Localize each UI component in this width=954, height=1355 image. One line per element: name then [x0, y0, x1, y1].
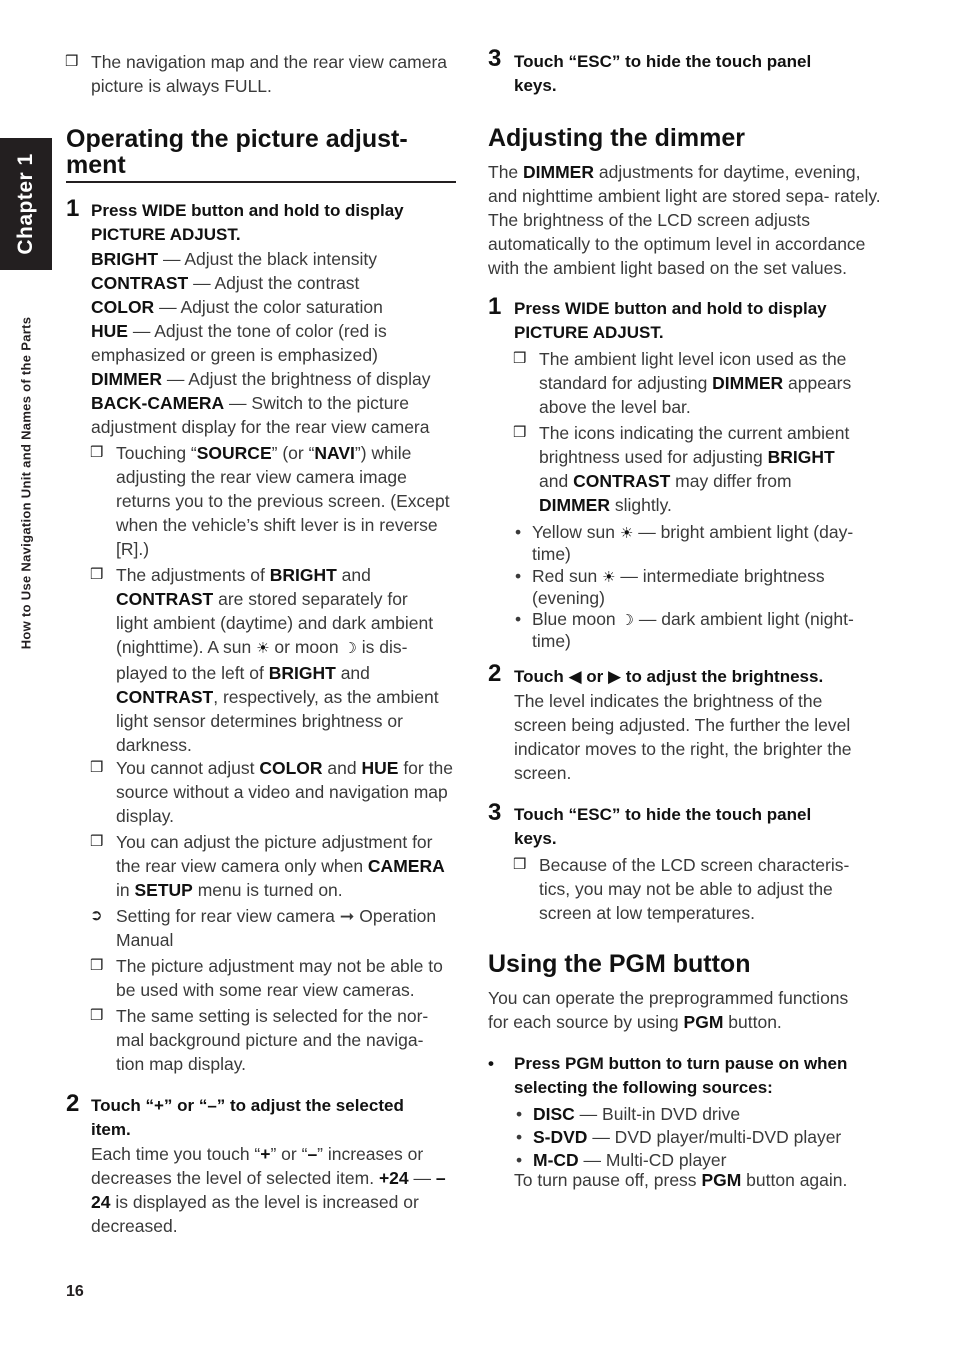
- item-contrast: CONTRAST — Adjust the contrast: [91, 273, 360, 293]
- step-number-2: 2: [66, 1090, 80, 1117]
- dimmer-note-lcd: ❒ Because of the LCD screen characteris- tics, you may not be able to adjust the screen at low temperatures.: [513, 855, 850, 923]
- dimmer-step-1-instruction: Press WIDE button and hold to display PICTURE ADJUST.: [514, 299, 827, 342]
- pgm-intro: You can operate the preprogrammed functions for each source by using PGM button.: [488, 988, 849, 1032]
- item-hue-cont: emphasized or green is emphasized): [91, 345, 378, 365]
- moon-icon: ☽: [343, 640, 357, 657]
- dimmer-step-3-instruction: Touch “ESC” to hide the touch panel keys.: [514, 805, 812, 848]
- item-bright: BRIGHT — Adjust the black intensity: [91, 249, 377, 269]
- sun-icon: ☀: [602, 569, 616, 586]
- note-bright-contrast: ❒ The adjustments of BRIGHT and CONTRAST are stored separately for light ambient (daytime) and dark ambient (nighttime). A sun ☀ or moon ☽ is dis- played to the left of BRIGHT and CONTRAST, respectively, as the ambient light sensor determines brightness or darkness.: [90, 565, 439, 755]
- step-number-3: 3: [488, 45, 502, 72]
- step-2-instruction: Touch “+” or “–” to adjust the selected item.: [91, 1096, 404, 1139]
- source-m-cd: • M-CD — Multi-CD player: [516, 1150, 727, 1170]
- item-color: COLOR — Adjust the color saturation: [91, 297, 383, 317]
- note-box-icon: ❒: [90, 957, 104, 974]
- step-1-instruction: Press WIDE button and hold to display PICTURE ADJUST.: [91, 201, 404, 244]
- moon-icon: ☽: [620, 612, 634, 629]
- note-same-setting: ❒ The same setting is selected for the nor- mal background picture and the naviga- tion map display.: [90, 1006, 429, 1074]
- bullet-yellow-sun: • Yellow sun ☀ — bright ambient light (day- time): [515, 522, 854, 564]
- section-heading-dimmer: Adjusting the dimmer: [488, 124, 745, 152]
- side-caption-text: How to Use Navigation Unit and Names of the Parts: [18, 316, 34, 649]
- section-heading-picture-adjustment: Operating the picture adjust- ment: [66, 125, 408, 179]
- note-box-icon: ❒: [90, 444, 104, 461]
- item-back-camera-cont: adjustment display for the rear view camera: [91, 417, 430, 437]
- chapter-tab: [0, 138, 52, 270]
- sun-icon: ☀: [619, 525, 634, 542]
- note-box-icon: ❒: [65, 53, 79, 70]
- note-box-icon: ❒: [513, 424, 527, 441]
- note-box-icon: ❒: [513, 350, 527, 367]
- note-box-icon: ❒: [90, 833, 104, 850]
- page-number: 16: [66, 1283, 84, 1300]
- dimmer-step-number-2: 2: [488, 660, 502, 687]
- note-source-navi: ❒ Touching “SOURCE” (or “NAVI”) while adjusting the rear view camera image returns you to the previous screen. (Except when the vehicle’s shift lever is in reverse [R].): [90, 443, 450, 559]
- top-note: ❒ The navigation map and the rear view camera picture is always FULL.: [65, 52, 448, 96]
- note-reference-setting: ➲ Setting for rear view camera ➞ Operation Manual: [90, 906, 437, 950]
- note-box-icon: ❒: [90, 1007, 104, 1024]
- heading-rule: [66, 181, 456, 183]
- reference-arrow-icon: ➲: [90, 907, 103, 924]
- dimmer-intro: The DIMMER adjustments for daytime, evening, and nighttime ambient light are stored sepa- rately. The brightness of the LCD screen adjusts automatically to the optimum level in accordance with the ambient light based on the set values.: [488, 162, 881, 278]
- dimmer-note-icons: ❒ The icons indicating the current ambient brightness used for adjusting BRIGHT and CONTRAST may differ from DIMMER slightly.: [513, 423, 850, 515]
- section-heading-pgm: Using the PGM button: [488, 950, 751, 978]
- pgm-step-instruction: Press PGM button to turn pause on when selecting the following sources:: [514, 1054, 848, 1097]
- note-box-icon: ❒: [513, 856, 527, 873]
- left-arrow-icon: ◀: [568, 667, 582, 686]
- bullet-red-sun: • Red sun ☀ — intermediate brightness (evening): [515, 566, 825, 608]
- dimmer-step-2-body: The level indicates the brightness of the screen being adjusted. The further the level indicator moves to the right, the brighter the screen.: [514, 691, 852, 783]
- dimmer-note-level-icon: ❒ The ambient light level icon used as the standard for adjusting DIMMER appears above the level bar.: [513, 349, 852, 417]
- step-2-body: Each time you touch “+” or “–” increases or decreases the level of selected item. +24 — – 24 is displayed as the level is increased or decreased.: [91, 1144, 446, 1236]
- item-hue: HUE — Adjust the tone of color (red is: [91, 321, 387, 341]
- dimmer-step-number-1: 1: [488, 293, 502, 320]
- dimmer-step-2-instruction: Touch ◀ or ▶ to adjust the brightness.: [514, 667, 824, 686]
- step-number-1: 1: [66, 195, 80, 222]
- note-may-not: ❒ The picture adjustment may not be able to be used with some rear view cameras.: [90, 956, 443, 1000]
- right-arrow-icon: ➞: [339, 906, 355, 926]
- adjust-item-list: [91, 247, 461, 439]
- item-dimmer: DIMMER — Adjust the brightness of display: [91, 369, 431, 389]
- sun-icon: ☀: [256, 640, 270, 657]
- right-arrow-icon: ▶: [607, 667, 622, 686]
- side-caption: [0, 285, 52, 680]
- pgm-off-text: To turn pause off, press PGM button again.: [514, 1170, 848, 1190]
- chapter-label: Chapter 1: [14, 153, 37, 255]
- note-color-hue: ❒ You cannot adjust COLOR and HUE for the source without a video and navigation map display.: [90, 758, 453, 826]
- pgm-step-bullet: •: [488, 1054, 494, 1073]
- note-box-icon: ❒: [90, 759, 104, 776]
- source-s-dvd: • S-DVD — DVD player/multi-DVD player: [516, 1127, 842, 1147]
- step-3-instruction: Touch “ESC” to hide the touch panel keys.: [514, 52, 812, 95]
- dimmer-step-number-3: 3: [488, 799, 502, 826]
- note-camera-setup: ❒ You can adjust the picture adjustment for the rear view camera only when CAMERA in SETUP menu is turned on.: [90, 832, 445, 900]
- item-back-camera: BACK-CAMERA — Switch to the picture: [91, 393, 409, 413]
- source-disc: • DISC — Built-in DVD drive: [516, 1104, 741, 1124]
- note-box-icon: ❒: [90, 566, 104, 583]
- bullet-blue-moon: • Blue moon ☽ — dark ambient light (night- time): [515, 609, 854, 651]
